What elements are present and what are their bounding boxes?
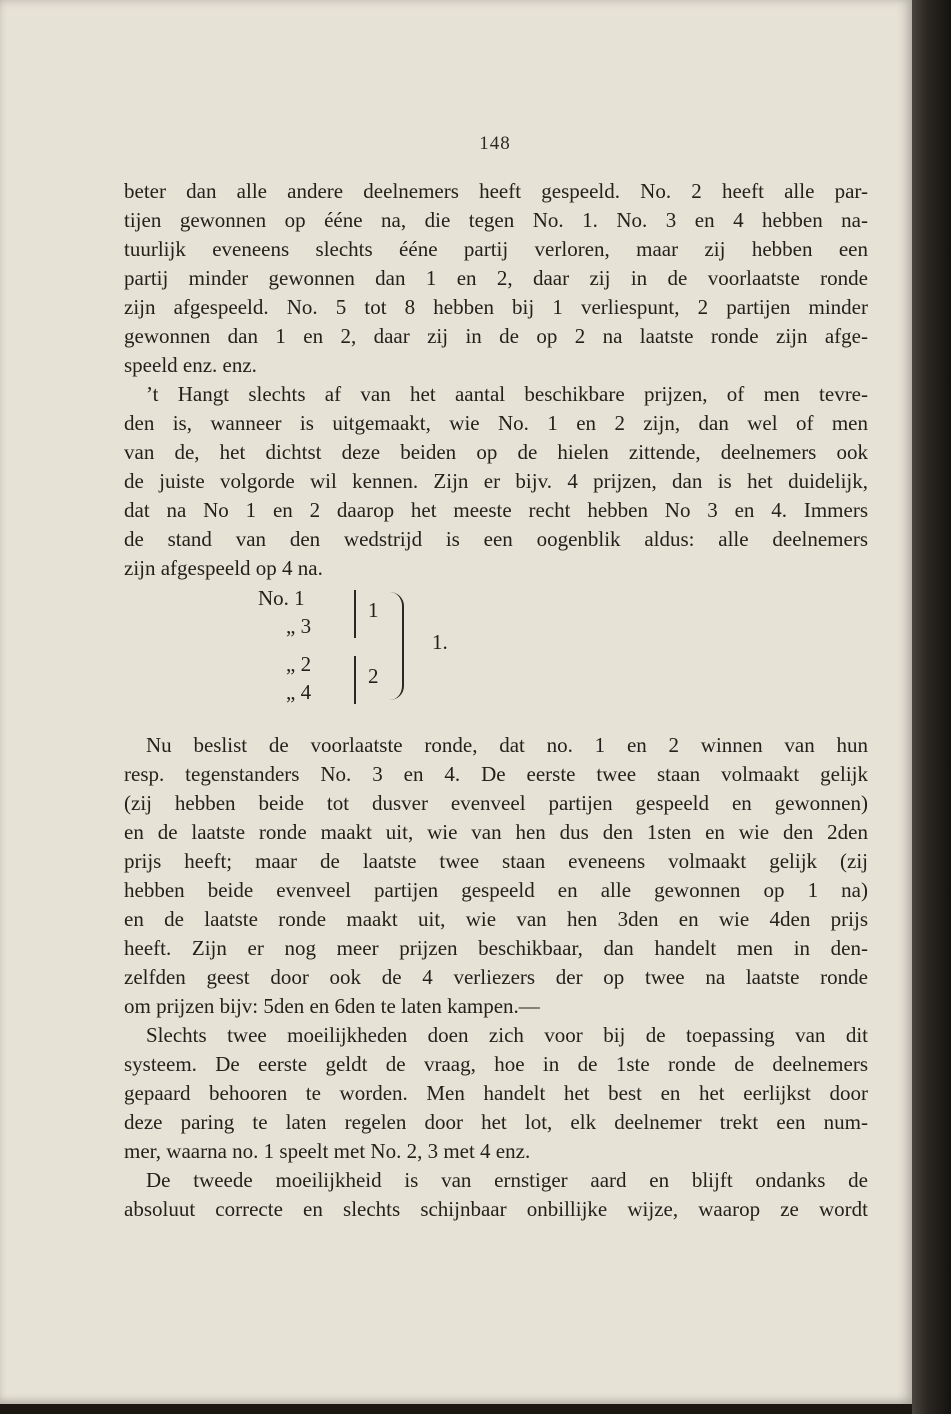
text-line: ’t Hangt slechts af van het aantal beschikbare prijzen, of men tevre- <box>146 382 868 406</box>
text-line: tijen gewonnen op ééne na, die tegen No. 1. No. 3 en 4 hebben na- <box>124 208 868 232</box>
text-line: en de laatste ronde maakt uit, wie van hen 3den en wie 4den prijs <box>124 907 868 931</box>
text-line: dat na No 1 en 2 daarop het meeste recht hebben No 3 en 4. Immers <box>124 498 868 522</box>
page-number: 148 <box>479 133 511 154</box>
paragraph-4 <box>124 1021 868 1166</box>
text-line: De tweede moeilijkheid is van ernstiger aard en blijft ondanks de <box>146 1168 868 1192</box>
text-line: tuurlijk eveneens slechts ééne partij verloren, maar zij hebben een <box>124 237 868 261</box>
text-line: partij minder gewonnen dan 1 en 2, daar zij in de voorlaatste ronde <box>124 266 868 290</box>
text-line: zijn afgespeeld. No. 5 tot 8 hebben bij 1 verliespunt, 2 partijen minder <box>124 295 868 319</box>
bracket-pair-2: 2 <box>368 664 379 688</box>
text-line: (zij hebben beide tot dusver evenveel partijen gespeeld en gewonnen) <box>124 791 868 815</box>
text-block-top <box>124 177 868 583</box>
pairing-bracket <box>232 586 532 706</box>
text-line: heeft. Zijn er nog meer prijzen beschikbaar, dan handelt men in den- <box>124 936 868 960</box>
text-line: zijn afgespeeld op 4 na. <box>124 556 323 580</box>
text-line: gewonnen dan 1 en 2, daar zij in de op 2 na laatste ronde zijn afge- <box>124 324 868 348</box>
bracket-pair-1: 1 <box>368 598 379 622</box>
text-line: speeld enz. enz. <box>124 353 257 377</box>
text-line: mer, waarna no. 1 speelt met No. 2, 3 met 4 enz. <box>124 1139 531 1163</box>
text-line: den is, wanneer is uitgemaakt, wie No. 1 en 2 zijn, dan wel of men <box>124 411 868 435</box>
text-line: prijs heeft; maar de laatste twee staan eveneens volmaakt gelijk (zij <box>124 849 868 873</box>
paragraph-3 <box>124 731 868 1021</box>
text-line: hebben beide evenveel partijen gespeeld en alle gewonnen op 1 na) <box>124 878 868 902</box>
brace-left-1 <box>354 590 356 638</box>
page-edge <box>912 0 951 1414</box>
bracket-row-2: „ 3 <box>286 614 312 638</box>
brace-left-2 <box>354 656 356 704</box>
text-block-bottom <box>124 731 868 1224</box>
text-line: absoluut correcte en slechts schijnbaar onbillijke wijze, waarop ze wordt <box>124 1197 868 1221</box>
text-line: Slechts twee moeilijkheden doen zich voor bij de toepassing van dit <box>146 1023 868 1047</box>
paragraph-2 <box>124 380 868 583</box>
text-line: Nu beslist de voorlaatste ronde, dat no. 1 en 2 winnen van hun <box>146 733 868 757</box>
brace-right <box>390 592 404 700</box>
bracket-row-3: „ 2 <box>286 652 312 676</box>
text-line: resp. tegenstanders No. 3 en 4. De eerste twee staan volmaakt gelijk <box>124 762 868 786</box>
text-line: zelfden geest door ook de 4 verliezers der op twee na laatste ronde <box>124 965 868 989</box>
text-line: systeem. De eerste geldt de vraag, hoe in de 1ste ronde de deelnemers <box>124 1052 868 1076</box>
text-line: de stand van den wedstrijd is een oogenblik aldus: alle deelnemers <box>124 527 868 551</box>
bracket-row-4: „ 4 <box>286 680 312 704</box>
text-line: van de, het dichtst deze beiden op de hielen zittende, deelnemers ook <box>124 440 868 464</box>
paragraph-5 <box>124 1166 868 1224</box>
text-line: de juiste volgorde wil kennen. Zijn er bijv. 4 prijzen, dan is het duidelijk, <box>124 469 868 493</box>
bracket-final: 1. <box>432 630 448 654</box>
paragraph-1 <box>124 177 868 380</box>
text-line: gepaard behooren te worden. Men handelt het best en het eerlijkst door <box>124 1081 868 1105</box>
text-line: om prijzen bijv: 5den en 6den te laten kampen.— <box>124 994 540 1018</box>
text-line: deze paring te laten regelen door het lot, elk deelnemer trekt een num- <box>124 1110 868 1134</box>
bracket-row-1: No. 1 <box>258 586 305 610</box>
text-line: en de laatste ronde maakt uit, wie van hen dus den 1sten en wie den 2den <box>124 820 868 844</box>
text-line: beter dan alle andere deelnemers heeft gespeeld. No. 2 heeft alle par- <box>124 179 868 203</box>
